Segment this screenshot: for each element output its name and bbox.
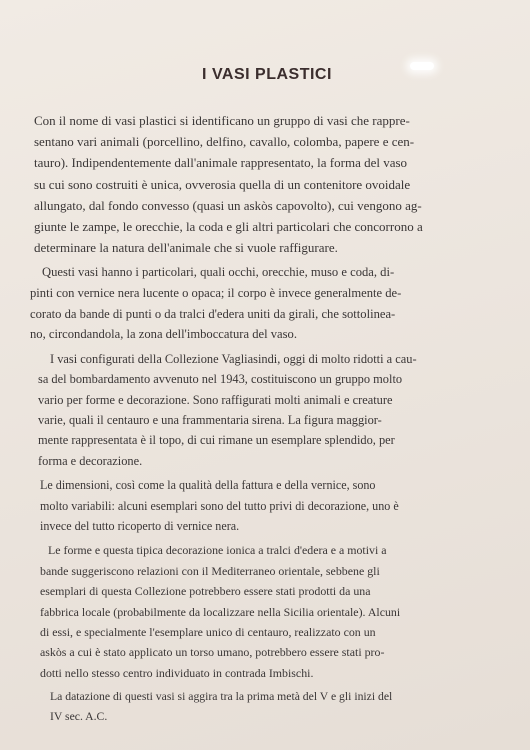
paragraph-6 <box>30 687 484 727</box>
paragraph-2 <box>30 262 484 344</box>
text-line: vario per forme e decorazione. Sono raffigurati molti animali e creature <box>38 392 393 407</box>
paragraph-4 <box>30 475 484 536</box>
text-line: pinti con vernice nera lucente o opaca; il corpo è invece generalmente de- <box>30 286 402 301</box>
text-line: di essi, e specialmente l'esemplare unico di centauro, realizzato con un <box>40 625 376 640</box>
text-line: I vasi configurati della Collezione Vagliasindi, oggi di molto ridotti a cau- <box>50 351 417 366</box>
text-line: tauro). Indipendentemente dall'animale rappresentato, la forma del vaso <box>34 155 408 171</box>
text-line: varie, quali il centauro e una frammentaria sirena. La figura maggior- <box>38 413 382 428</box>
paragraph-5 <box>30 540 484 683</box>
text-line: bande suggeriscono relazioni con il Mediterraneo orientale, sebbene gli <box>40 563 380 578</box>
text-line: allungato, dal fondo convesso (quasi un askòs capovolto), cui vengono ag- <box>34 197 422 213</box>
paragraph-1 <box>30 110 484 258</box>
text-line: corato da bande di punti o da tralci d'edera uniti da girali, che sottolinea- <box>30 306 396 321</box>
text-line: forma e decorazione. <box>38 453 143 468</box>
text-line: no, circondandola, la zona dell'imboccatura del vaso. <box>30 327 297 342</box>
text-line: invece del tutto ricoperto di vernice nera. <box>40 519 240 534</box>
text-line: Con il nome di vasi plastici si identificano un gruppo di vasi che rappre- <box>34 113 410 128</box>
text-line: Le dimensioni, così come la qualità della fattura e della vernice, sono <box>40 478 376 493</box>
text-line: sa del bombardamento avvenuto nel 1943, costituiscono un gruppo molto <box>38 372 403 387</box>
text-line: mente rappresentata è il topo, di cui rimane un esemplare splendido, per <box>38 433 395 448</box>
text-line: Questi vasi hanno i particolari, quali occhi, orecchie, muso e coda, di- <box>42 265 395 280</box>
text-line: determinare la natura dell'animale che si vuole raffigurare. <box>34 240 338 256</box>
text-line: giunte le zampe, le orecchie, la coda e gli altri particolari che concorrono a <box>34 219 423 235</box>
text-line: dotti nello stesso centro individuato in contrada Imbischi. <box>40 665 314 680</box>
text-line: esemplari di questa Collezione potrebbero essere stati prodotti da una <box>40 584 371 599</box>
paragraph-3 <box>30 349 484 471</box>
text-line: IV sec. A.C. <box>50 710 108 724</box>
text-line: molto variabili: alcuni esemplari sono del tutto privi di decorazione, uno è <box>40 498 399 513</box>
text-line: Le forme e questa tipica decorazione ionica a tralci d'edera e a motivi a <box>48 543 387 558</box>
document-title: I VASI PLASTICI <box>202 66 332 83</box>
text-line: sentano vari animali (porcellino, delfino, cavallo, colomba, papere e cen- <box>34 134 415 150</box>
text-line: fabbrica locale (probabilmente da localizzare nella Sicilia orientale). Alcuni <box>40 604 401 619</box>
text-line: La datazione di questi vasi si aggira tra la prima metà del V e gli inizi del <box>50 690 393 704</box>
text-line: su cui sono costruiti è unica, ovverosia quella di un contenitore ovoidale <box>34 176 411 192</box>
text-line: askòs a cui è stato applicato un torso umano, potrebbero essere stati pro- <box>40 645 385 660</box>
